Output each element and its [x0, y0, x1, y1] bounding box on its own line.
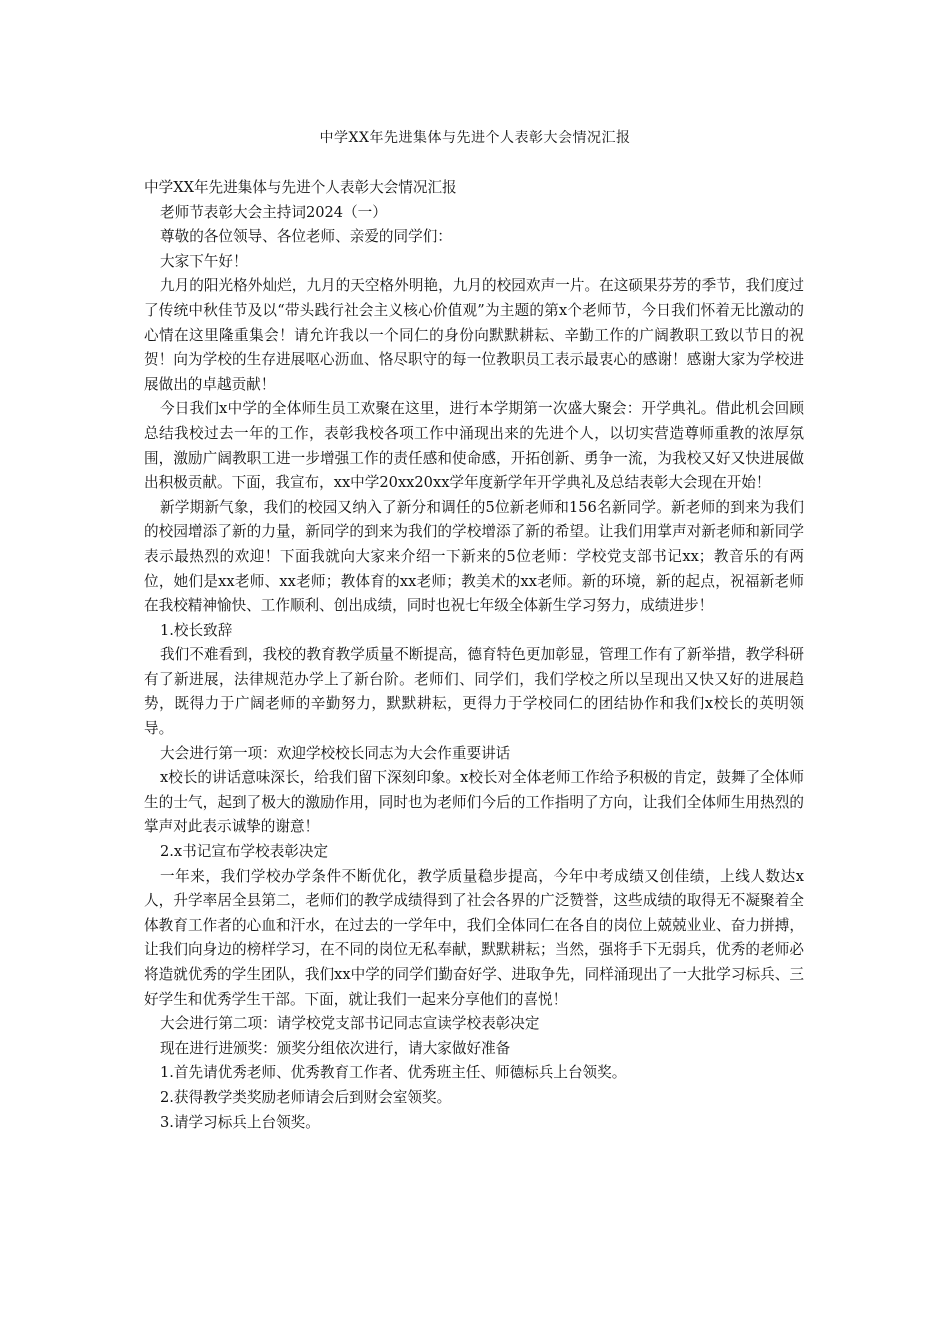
greeting: 大家下午好！ — [160, 252, 248, 270]
paragraph: 我们不难看到，我校的教育教学质量不断提高，德育特色更加彰显，管理工作有了新举措，教学科研有了新进展，法律规范办学上了新台阶。老师们、同学们，我们学校之所以呈现出又快又好的进展趋势，既得力于广阔老师的辛勤努力，默默耕耘，更得力于学校同仁的团结协作和我们x校长的英明领导。 — [144, 646, 804, 738]
section-heading: 2.x书记宣布学校表彰决定 — [160, 843, 329, 861]
agenda-item: 大会进行第二项：请学校党支部书记同志宣读学校表彰决定 — [160, 1015, 540, 1033]
paragraph: 一年来，我们学校办学条件不断优化，教学质量稳步提高，今年中考成绩又创佳绩，上线人数达x人，升学率居全县第二，老师们的教学成绩得到了社会各界的广泛赞誉，这些成绩的取得无不凝聚着全体教育工作者的心血和汗水，在过去的一学年中，我们全体同仁在各自的岗位上兢兢业业、奋力拼搏，让我们向身边的榜样学习，在不同的岗位无私奉献，默默耕耘；当然，强将手下无弱兵，优秀的老师必将造就优秀的学生团队，我们xx中学的同学们勤奋好学、进取争先，同样涌现出了一大批学习标兵、三好学生和优秀学生干部。下面，就让我们一起来分享他们的喜悦！ — [144, 867, 804, 1008]
speech-title: 老师节表彰大会主持词2024（一） — [160, 203, 387, 221]
list-item: 2.获得教学类奖励老师请会后到财会室领奖。 — [160, 1088, 452, 1106]
agenda-item: 大会进行第一项：欢迎学校校长同志为大会作重要讲话 — [160, 744, 511, 762]
body-heading: 中学XX年先进集体与先进个人表彰大会情况汇报 — [144, 179, 457, 196]
document-title: 中学XX年先进集体与先进个人表彰大会情况汇报 — [319, 130, 631, 146]
section-heading: 1.校长致辞 — [160, 621, 233, 639]
paragraph: x校长的讲话意味深长，给我们留下深刻印象。x校长对全体老师工作给予积极的肯定，鼓舞了全体师生的士气，起到了极大的激励作用，同时也为老师们今后的工作指明了方向，让我们全体师生用热烈的掌声对此表示诚挚的谢意！ — [144, 769, 804, 836]
salutation: 尊敬的各位领导、各位老师、亲爱的同学们： — [160, 228, 452, 246]
list-item: 3.请学习标兵上台领奖。 — [160, 1113, 320, 1131]
paragraph: 新学期新气象，我们的校园又纳入了新分和调任的5位新老师和156名新同学。新老师的到来为我们的校园增添了新的力量，新同学的到来为我们的学校增添了新的希望。让我们用掌声对新老师和新同学表示最热烈的欢迎！下面我就向大家来介绍一下新来的5位老师：学校党支部书记xx；教音乐的有两位，她们是xx老师、xx老师；教体育的xx老师；教美术的xx老师。新的环境，新的起点，祝福新老师在我校精神愉快、工作顺利、创出成绩，同时也祝七年级全体新生学习努力，成绩进步！ — [144, 498, 804, 615]
paragraph: 今日我们x中学的全体师生员工欢聚在这里，进行本学期第一次盛大聚会：开学典礼。借此机会回顾总结我校过去一年的工作，表彰我校各项工作中涌现出来的先进个人，以切实营造尊师重教的浓厚氛围，激励广阔教职工进一步增强工作的责任感和使命感，开拓创新、勇争一流，为我校又好又快进展做出积极贡献。下面，我宣布，xx中学20xx20xx学年度新学年开学典礼及总结表彰大会现在开始！ — [144, 400, 804, 492]
list-item: 1.首先请优秀老师、优秀教育工作者、优秀班主任、师德标兵上台领奖。 — [160, 1064, 627, 1082]
paragraph: 现在进行进颁奖：颁奖分组依次进行，请大家做好准备 — [160, 1039, 511, 1057]
paragraph: 九月的阳光格外灿烂，九月的天空格外明艳，九月的校园欢声一片。在这硕果芬芳的季节，我们度过了传统中秋佳节及以“带头践行社会主义核心价值观”为主题的第x个老师节，今日我们怀着无比激动的心情在这里隆重集会！请允许我以一个同仁的身份向默默耕耘、辛勤工作的广阔教职工致以节日的祝贺！向为学校的生存进展呕心沥血、恪尽职守的每一位教职员工表示最衷心的感谢！感谢大家为学校进展做出的卓越贡献！ — [144, 277, 804, 393]
document-body — [144, 176, 804, 1135]
